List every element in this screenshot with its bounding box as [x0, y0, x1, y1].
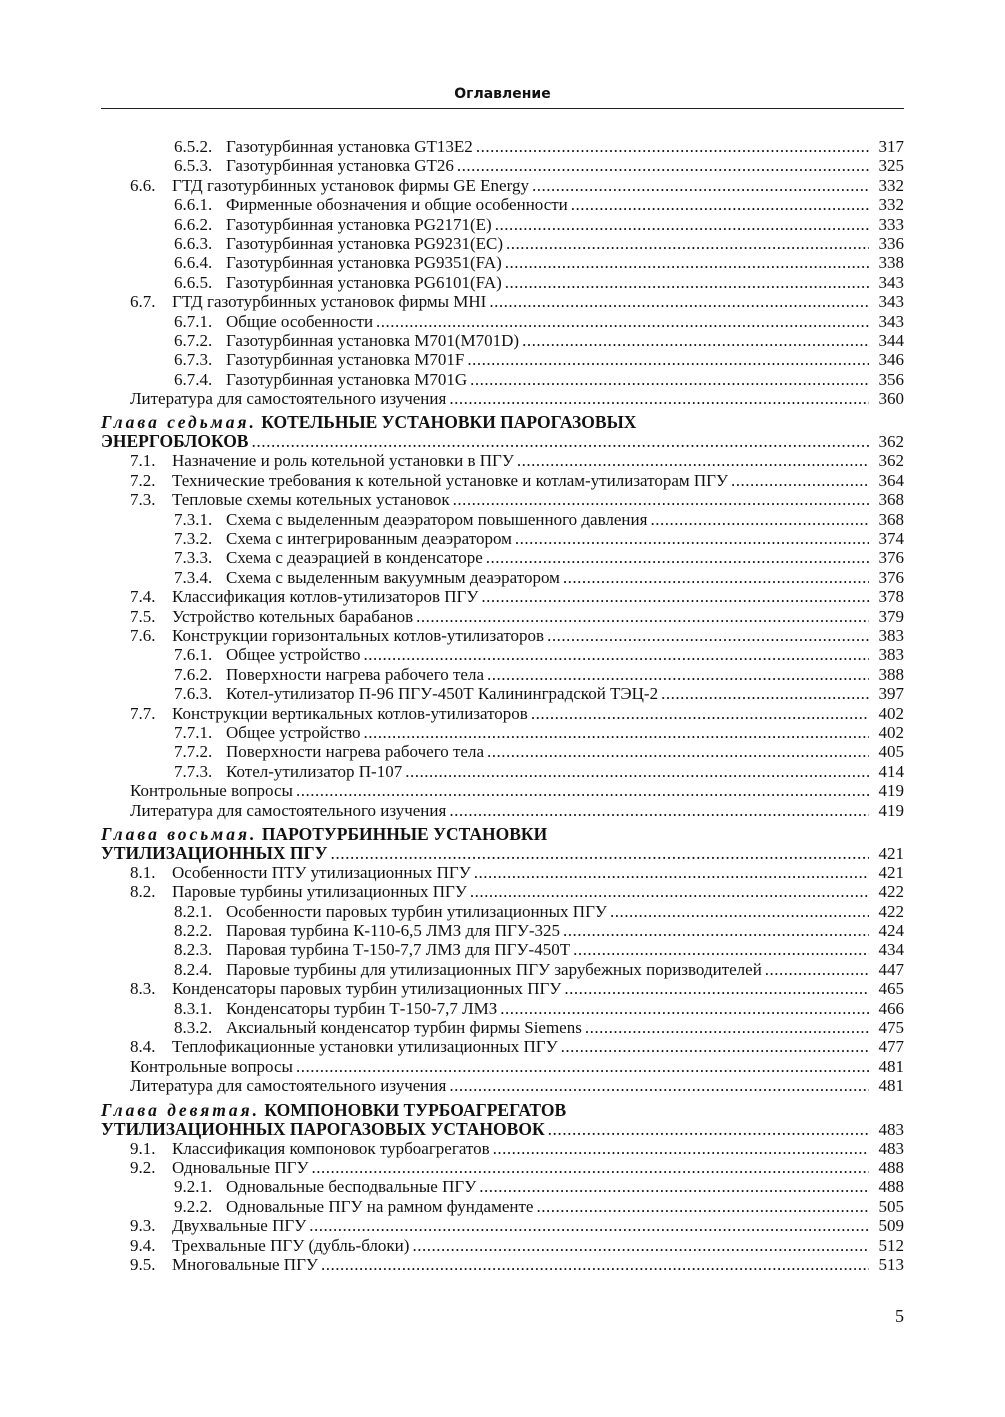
section-number: 8.3.2. [174, 1018, 213, 1038]
toc-entry [101, 902, 904, 921]
leader-dots [495, 215, 869, 234]
chapter-label: Глава девятая. [101, 1099, 260, 1120]
section-title: Конструкции вертикальных котлов-утилизаторов [172, 703, 528, 723]
page-ref: 481 [878, 1056, 904, 1076]
leader-dots [296, 781, 869, 800]
page-ref: 368 [878, 490, 904, 510]
leader-dots [467, 350, 869, 369]
page-ref: 402 [878, 703, 904, 723]
section-title: Классификация котлов-утилизаторов ПГУ [172, 587, 479, 607]
chapter-title-line [101, 825, 904, 844]
chapter-title-continued: УТИЛИЗАЦИОННЫХ ПАРОГАЗОВЫХ УСТАНОВОК [101, 1118, 545, 1139]
leader-dots [650, 510, 869, 529]
leader-dots [470, 882, 869, 901]
leader-dots [476, 137, 869, 156]
section-title: Особенности паровых турбин утилизационных ПГУ [226, 901, 607, 921]
section-title: Аксиальный конденсатор турбин фирмы Siemens [226, 1018, 582, 1038]
section-title: Газотурбинная установка PG9351(FA) [226, 253, 502, 273]
toc-entry [101, 1057, 904, 1076]
leader-dots [506, 234, 869, 253]
section-title: Литература для самостоятельного изучения [130, 389, 447, 409]
page-ref: 447 [878, 959, 904, 979]
leader-dots [563, 921, 869, 940]
section-title: Особенности ПТУ утилизационных ПГУ [172, 862, 471, 882]
leader-dots [532, 176, 869, 195]
page-ref: 422 [878, 901, 904, 921]
section-title: Конструкции горизонтальных котлов-утилизаторов [172, 625, 545, 645]
section-number: 7.7.1. [174, 722, 213, 742]
leader-dots [364, 645, 869, 664]
page-ref: 336 [878, 233, 904, 253]
leader-dots [449, 801, 869, 820]
leader-dots [563, 568, 869, 587]
section-title: Назначение и роль котельной установки в ПГУ [172, 451, 514, 471]
leader-dots [481, 587, 869, 606]
leader-dots [449, 389, 869, 408]
toc-entry [101, 921, 904, 940]
leader-dots [547, 626, 869, 645]
chapter-heading [101, 413, 904, 451]
section-number: 6.7.3. [174, 350, 213, 370]
page-ref: 344 [878, 330, 904, 350]
chapter-title: ПАРОТУРБИННЫЕ УСТАНОВКИ [261, 823, 548, 844]
leader-dots [531, 704, 869, 723]
page-ref: 356 [878, 369, 904, 389]
leader-dots [487, 742, 869, 761]
section-number: 7.6.2. [174, 664, 213, 684]
toc-entry [101, 331, 904, 350]
page-ref: 422 [878, 882, 904, 902]
section-title: Поверхности нагрева рабочего тела [226, 742, 485, 762]
section-title: Схема с интегрированным деаэратором [226, 529, 512, 549]
toc-entry [101, 156, 904, 175]
toc-entry [101, 801, 904, 820]
page-ref: 488 [878, 1177, 904, 1197]
section-number: 7.6.3. [174, 684, 213, 704]
section-number: 9.2.2. [174, 1196, 213, 1216]
toc-entry [101, 370, 904, 389]
section-title: Газотурбинная установка M701(M701D) [226, 330, 520, 350]
toc-entry [101, 490, 904, 509]
section-title: Котел-утилизатор П-107 [226, 761, 403, 781]
chapter-title-line [101, 1101, 904, 1120]
toc-entry [101, 684, 904, 703]
section-number: 7.4. [130, 587, 156, 607]
section-number: 6.7.4. [174, 369, 213, 389]
toc-entry [101, 723, 904, 742]
leader-dots [486, 548, 869, 567]
leader-dots [474, 863, 869, 882]
toc-entry [101, 607, 904, 626]
page-ref: 362 [878, 451, 904, 471]
section-number: 6.6.1. [174, 195, 213, 215]
toc-entry [101, 960, 904, 979]
page-ref: 397 [878, 684, 904, 704]
section-number: 6.6.3. [174, 233, 213, 253]
page-ref: 405 [878, 742, 904, 762]
section-title: Поверхности нагрева рабочего тела [226, 664, 485, 684]
section-title: Котел-утилизатор П-96 ПГУ-450Т Калининградской ТЭЦ-2 [226, 684, 659, 704]
section-title: Паровая турбина К-110-6,5 ЛМЗ для ПГУ-325 [226, 921, 561, 941]
section-title: Трехвальные ПГУ (дубль-блоки) [172, 1235, 410, 1255]
toc-entry [101, 195, 904, 214]
section-number: 8.2.4. [174, 959, 213, 979]
toc-entry [101, 471, 904, 490]
leader-dots [331, 844, 869, 863]
section-title: Многовальные ПГУ [172, 1254, 318, 1274]
section-number: 6.7.1. [174, 311, 213, 331]
section-number: 8.2. [130, 882, 156, 902]
section-title: Общее устройство [226, 722, 361, 742]
section-number: 7.1. [130, 451, 156, 471]
toc-entry [101, 273, 904, 292]
toc-entry [101, 762, 904, 781]
section-number: 7.3. [130, 490, 156, 510]
section-title: Паровая турбина Т-150-7,7 ЛМЗ для ПГУ-450Т [226, 940, 571, 960]
section-number: 8.2.1. [174, 901, 213, 921]
leader-dots [251, 432, 869, 451]
section-title: Общее устройство [226, 645, 361, 665]
leader-dots [457, 156, 869, 175]
chapter-title-continued: ЭНЕРГОБЛОКОВ [101, 431, 249, 452]
header-title: Оглавление [454, 86, 551, 102]
leader-dots [573, 940, 869, 959]
page-ref: 483 [878, 1119, 904, 1139]
section-title: Конденсаторы турбин Т-150-7,7 ЛМЗ [226, 998, 498, 1018]
section-title: ГТД газотурбинных установок фирмы MHI [172, 292, 487, 312]
section-number: 9.4. [130, 1235, 156, 1255]
toc-entry [101, 389, 904, 408]
section-number: 8.4. [130, 1037, 156, 1057]
section-title: Схема с деаэрацией в конденсаторе [226, 548, 483, 568]
page-ref: 434 [878, 940, 904, 960]
section-number: 7.3.2. [174, 529, 213, 549]
leader-dots [548, 1120, 869, 1139]
leader-dots [536, 1197, 869, 1216]
toc-entry [101, 781, 904, 800]
toc-entry [101, 1037, 904, 1056]
page-ref: 421 [878, 862, 904, 882]
page-number: 5 [895, 1306, 904, 1326]
chapter-label: Глава седьмая. [101, 412, 257, 433]
toc-entry [101, 548, 904, 567]
section-title: Двухвальные ПГУ [172, 1216, 307, 1236]
toc-entry [101, 1177, 904, 1196]
toc-entry [101, 451, 904, 470]
toc-entry [101, 704, 904, 723]
page-ref: 364 [878, 470, 904, 490]
page-ref: 376 [878, 567, 904, 587]
page-ref: 333 [878, 214, 904, 234]
toc-entry [101, 176, 904, 195]
page-ref: 509 [878, 1216, 904, 1236]
section-number: 6.6.5. [174, 272, 213, 292]
page-ref: 424 [878, 921, 904, 941]
toc-entry [101, 999, 904, 1018]
leader-dots [610, 902, 869, 921]
chapter-title-line [101, 413, 904, 432]
leader-dots [416, 607, 869, 626]
section-title: Газотурбинная установка GT13E2 [226, 137, 473, 156]
toc-entry [101, 1216, 904, 1235]
toc-entry [101, 137, 904, 156]
page-ref: 512 [878, 1235, 904, 1255]
page-ref: 374 [878, 529, 904, 549]
page-ref: 343 [878, 272, 904, 292]
section-title: Контрольные вопросы [130, 781, 293, 801]
page-ref: 419 [878, 800, 904, 820]
page-ref: 332 [878, 175, 904, 195]
leader-dots [296, 1057, 869, 1076]
page-ref: 465 [878, 979, 904, 999]
section-title: Газотурбинная установка GT26 [226, 156, 454, 176]
page-ref: 414 [878, 761, 904, 781]
section-number: 9.1. [130, 1138, 156, 1158]
page-ref: 379 [878, 606, 904, 626]
leader-dots [661, 684, 869, 703]
leader-dots [479, 1177, 869, 1196]
toc-entry [101, 626, 904, 645]
section-title: Устройство котельных барабанов [172, 606, 414, 626]
section-number: 7.6. [130, 625, 156, 645]
toc-entry [101, 529, 904, 548]
toc-entry [101, 587, 904, 606]
leader-dots [505, 253, 869, 272]
section-number: 6.6.2. [174, 214, 213, 234]
leader-dots [493, 1139, 869, 1158]
section-number: 7.7. [130, 703, 156, 723]
page-ref: 383 [878, 625, 904, 645]
toc-entry [101, 253, 904, 272]
leader-dots [585, 1018, 869, 1037]
leader-dots [405, 762, 869, 781]
leader-dots [412, 1236, 869, 1255]
section-number: 6.6.4. [174, 253, 213, 273]
page-ref: 383 [878, 645, 904, 665]
page-ref: 419 [878, 781, 904, 801]
toc-entry [101, 1158, 904, 1177]
section-number: 7.3.1. [174, 509, 213, 529]
chapter-title-row [101, 844, 904, 863]
section-number: 9.2. [130, 1157, 156, 1177]
page-ref: 402 [878, 722, 904, 742]
leader-dots [731, 471, 869, 490]
section-number: 6.7. [130, 292, 156, 312]
chapter-heading [101, 1101, 904, 1139]
section-title: Одновальные ПГУ [172, 1157, 309, 1177]
page-ref: 346 [878, 350, 904, 370]
leader-dots [312, 1158, 870, 1177]
section-number: 6.6. [130, 175, 156, 195]
page-ref: 376 [878, 548, 904, 568]
toc-entry [101, 979, 904, 998]
table-of-contents [101, 137, 904, 1274]
toc-entry [101, 1076, 904, 1095]
section-title: Паровые турбины утилизационных ПГУ [172, 882, 467, 902]
page-ref: 338 [878, 253, 904, 273]
section-title: Паровые турбины для утилизационных ПГУ зарубежных поризводителей [226, 959, 762, 979]
page-ref: 388 [878, 664, 904, 684]
chapter-title-row [101, 432, 904, 451]
section-number: 9.5. [130, 1254, 156, 1274]
toc-entry [101, 568, 904, 587]
section-number: 6.5.2. [174, 137, 213, 156]
page-ref: 481 [878, 1076, 904, 1096]
section-title: Схема с выделенным вакуумным деаэратором [226, 567, 560, 587]
leader-dots [309, 1216, 869, 1235]
section-number: 7.6.1. [174, 645, 213, 665]
toc-entry [101, 1197, 904, 1216]
leader-dots [500, 999, 869, 1018]
section-number: 7.7.3. [174, 761, 213, 781]
section-title: Газотурбинная установка PG6101(FA) [226, 272, 502, 292]
toc-entry [101, 1255, 904, 1274]
page-ref: 317 [878, 137, 904, 156]
leader-dots [564, 979, 869, 998]
leader-dots [522, 331, 869, 350]
leader-dots [321, 1255, 869, 1274]
leader-dots [517, 451, 869, 470]
page-ref: 343 [878, 311, 904, 331]
section-number: 7.7.2. [174, 742, 213, 762]
section-title: Одновальные бесподвальные ПГУ [226, 1177, 477, 1197]
section-title: Газотурбинная установка PG9231(EC) [226, 233, 504, 253]
page-ref: 421 [878, 843, 904, 863]
section-number: 8.2.2. [174, 921, 213, 941]
toc-entry [101, 1236, 904, 1255]
section-title: Газотурбинная установка M701F [226, 350, 465, 370]
toc-entry [101, 1018, 904, 1037]
leader-dots [571, 195, 869, 214]
section-number: 8.3. [130, 979, 156, 999]
toc-entry [101, 234, 904, 253]
section-title: Литература для самостоятельного изучения [130, 1076, 447, 1096]
page-ref: 368 [878, 509, 904, 529]
section-title: Контрольные вопросы [130, 1056, 293, 1076]
section-title: Конденсаторы паровых турбин утилизационных ПГУ [172, 979, 562, 999]
page-ref: 362 [878, 432, 904, 452]
leader-dots [376, 312, 869, 331]
section-title: Теплофикационные установки утилизационных ПГУ [172, 1037, 558, 1057]
leader-dots [364, 723, 869, 742]
section-number: 9.3. [130, 1216, 156, 1236]
section-number: 8.3.1. [174, 998, 213, 1018]
leader-dots [515, 529, 869, 548]
section-title: Газотурбинная установка M701G [226, 369, 468, 389]
section-title: ГТД газотурбинных установок фирмы GE Energy [172, 175, 529, 195]
toc-entry [101, 350, 904, 369]
section-title: Газотурбинная установка PG2171(E) [226, 214, 492, 234]
section-title: Схема с выделенным деаэратором повышенного давления [226, 509, 648, 529]
chapter-label: Глава восьмая. [101, 823, 258, 844]
section-number: 7.3.4. [174, 567, 213, 587]
toc-entry [101, 863, 904, 882]
section-title: Одновальные ПГУ на рамном фундаменте [226, 1196, 534, 1216]
page-ref: 483 [878, 1138, 904, 1158]
toc-entry [101, 645, 904, 664]
section-number: 7.5. [130, 606, 156, 626]
leader-dots [489, 292, 869, 311]
leader-dots [765, 960, 869, 979]
page-ref: 343 [878, 292, 904, 312]
page-ref: 488 [878, 1157, 904, 1177]
page-ref: 477 [878, 1037, 904, 1057]
section-title: Фирменные обозначения и общие особенности [226, 195, 568, 215]
toc-entry [101, 510, 904, 529]
section-number: 8.1. [130, 862, 156, 882]
section-number: 7.2. [130, 470, 156, 490]
page-ref: 513 [878, 1254, 904, 1274]
section-title: Литература для самостоятельного изучения [130, 800, 447, 820]
toc-entry [101, 215, 904, 234]
page-header [101, 80, 904, 109]
section-number: 8.2.3. [174, 940, 213, 960]
chapter-heading [101, 825, 904, 863]
leader-dots [449, 1076, 869, 1095]
page-ref: 325 [878, 156, 904, 176]
section-title: Технические требования к котельной установке и котлам-утилизаторам ПГУ [172, 470, 729, 490]
leader-dots [453, 490, 869, 509]
leader-dots [561, 1037, 869, 1056]
chapter-title: КОТЕЛЬНЫЕ УСТАНОВКИ ПАРОГАЗОВЫХ [261, 412, 637, 433]
toc-entry [101, 312, 904, 331]
page-ref: 505 [878, 1196, 904, 1216]
chapter-title-continued: УТИЛИЗАЦИОННЫХ ПГУ [101, 842, 328, 863]
page-ref: 360 [878, 389, 904, 409]
toc-entry [101, 742, 904, 761]
section-number: 6.5.3. [174, 156, 213, 176]
page-ref: 378 [878, 587, 904, 607]
toc-entry [101, 292, 904, 311]
section-number: 9.2.1. [174, 1177, 213, 1197]
page-ref: 332 [878, 195, 904, 215]
toc-entry [101, 882, 904, 901]
chapter-title: КОМПОНОВКИ ТУРБОАГРЕГАТОВ [264, 1099, 567, 1120]
toc-entry [101, 1139, 904, 1158]
section-number: 6.7.2. [174, 330, 213, 350]
section-title: Тепловые схемы котельных установок [172, 490, 450, 510]
section-title: Общие особенности [226, 311, 374, 331]
toc-entry [101, 940, 904, 959]
page-ref: 466 [878, 998, 904, 1018]
leader-dots [505, 273, 869, 292]
leader-dots [487, 665, 869, 684]
chapter-title-row [101, 1120, 904, 1139]
toc-entry [101, 665, 904, 684]
section-title: Классификация компоновок турбоагрегатов [172, 1138, 490, 1158]
section-number: 7.3.3. [174, 548, 213, 568]
page-ref: 475 [878, 1018, 904, 1038]
leader-dots [470, 370, 869, 389]
